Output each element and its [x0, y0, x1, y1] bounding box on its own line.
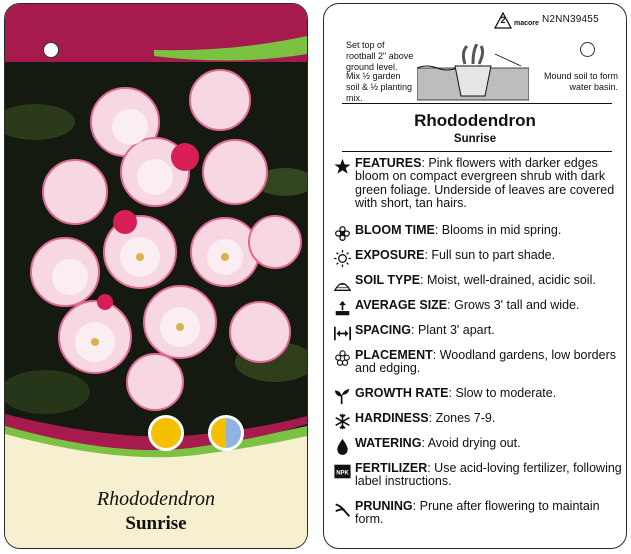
water-drop-icon	[334, 438, 351, 455]
attr-value: : Slow to moderate.	[448, 386, 557, 400]
back-tag	[323, 3, 627, 549]
sun-icon	[334, 250, 351, 267]
planting-mound-note: Mound soil to form water basin.	[543, 71, 618, 92]
placement-icon	[334, 350, 351, 367]
star-icon	[334, 158, 351, 175]
attr-value: : Blooms in mid spring.	[434, 223, 562, 237]
planting-diagram	[417, 44, 529, 104]
attr-value: : Grows 3' tall and wide.	[447, 298, 580, 312]
attr-label: WATERING	[355, 436, 422, 450]
attr-label: PLACEMENT	[355, 348, 433, 362]
hang-hole	[43, 42, 59, 58]
product-code: N2NN39455	[542, 14, 599, 25]
hang-hole	[580, 42, 595, 57]
planting-mix-note: Mix ½ garden soil & ½ planting mix.	[346, 71, 413, 103]
attr-label: PRUNING	[355, 499, 413, 513]
attr-label: GROWTH RATE	[355, 386, 449, 400]
attr-value: : Woodland gardens, low borders and edging.	[355, 348, 616, 376]
svg-text:NPK: NPK	[336, 470, 349, 477]
attr-label: HARDINESS	[355, 411, 429, 425]
pruners-icon	[334, 501, 351, 518]
attr-value: : Full sun to part shade.	[424, 248, 556, 262]
attr-value: : Avoid drying out.	[421, 436, 521, 450]
color-swatch-yellow	[148, 415, 184, 451]
attr-value: : Use acid-loving fertilizer, following label instructions.	[355, 461, 622, 489]
attr-label: AVERAGE SIZE	[355, 298, 448, 312]
flower-photo	[5, 62, 307, 457]
divider	[342, 151, 612, 152]
attr-value: : Moist, well-drained, acidic soil.	[420, 273, 596, 287]
recycle-label: macore	[514, 20, 539, 27]
recycle-number: 2	[500, 15, 506, 25]
planting-top-note: Set top of rootball 2" above ground level.	[346, 40, 414, 72]
attr-label: FERTILIZER	[355, 461, 428, 475]
npk-icon	[334, 463, 351, 480]
snowflake-icon	[334, 413, 351, 430]
attr-label: BLOOM TIME	[355, 223, 435, 237]
front-tag	[4, 3, 308, 549]
attr-label: SPACING	[355, 323, 412, 337]
front-cultivar: Sunrise	[125, 513, 187, 534]
soil-icon	[334, 275, 351, 292]
attr-value: : Plant 3' apart.	[411, 323, 495, 337]
attr-label: EXPOSURE	[355, 248, 425, 262]
growth-icon	[334, 388, 351, 405]
back-genus: Rhododendron	[414, 111, 536, 130]
bloom-icon	[334, 225, 351, 242]
back-cultivar: Sunrise	[453, 133, 497, 145]
attr-value: : Zones 7-9.	[428, 411, 496, 425]
attr-value: : Prune after flowering to maintain form.	[355, 499, 600, 527]
spacing-icon	[334, 325, 351, 342]
attr-label: SOIL TYPE	[355, 273, 421, 287]
attr-value: : Pink flowers with darker edges bloom on compact evergreen shrub with dark green foliage. Underside of leaves are covered with short, tan hairs.	[355, 156, 615, 211]
front-genus: Rhododendron	[96, 488, 216, 510]
attr-label: FEATURES	[355, 156, 422, 170]
size-icon	[334, 300, 351, 317]
color-swatch-yellow-blue	[208, 415, 244, 451]
divider	[342, 103, 612, 104]
